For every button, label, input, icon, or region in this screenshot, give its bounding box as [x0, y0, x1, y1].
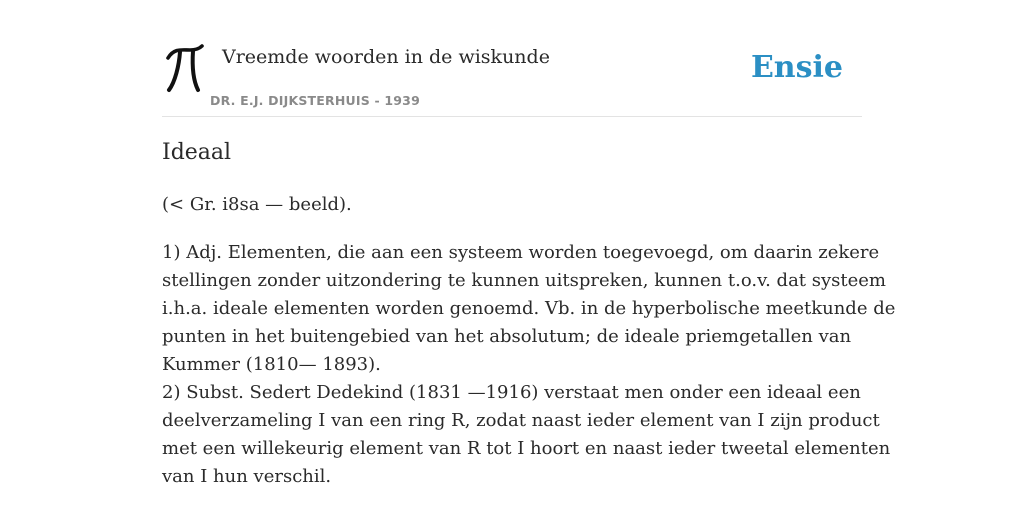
definition-line: 2) Subst. Sedert Dedekind (1831 —1916) verstaat men onder een ideaal een: [162, 382, 861, 403]
definition-line: i.h.a. ideale elementen worden genoemd. Vb. in de hyperbolische meetkunde de: [162, 298, 896, 319]
entry-definition: [162, 239, 896, 491]
entry-etymology: (< Gr. i8sa — beeld).: [162, 194, 352, 215]
entry-title: Ideaal: [162, 140, 232, 165]
definition-line: 1) Adj. Elementen, die aan een systeem worden toegevoegd, om daarin zekere: [162, 242, 880, 263]
pi-icon: [166, 44, 204, 96]
definition-line: deelverzameling I van een ring R, zodat naast ieder element van I zijn product: [162, 410, 880, 431]
definition-line: stellingen zonder uitzondering te kunnen uitspreken, kunnen t.o.v. dat systeem: [162, 270, 886, 291]
definition-line: Kummer (1810— 1893).: [162, 354, 381, 375]
book-author: DR. E.J. DIJKSTERHUIS - 1939: [210, 93, 420, 108]
book-title[interactable]: Vreemde woorden in de wiskunde: [222, 46, 550, 68]
header: [162, 0, 862, 117]
definition-line: van I hun verschil.: [162, 466, 332, 487]
page: [162, 0, 896, 512]
brand-logo-link[interactable]: Ensie: [750, 50, 843, 85]
definition-line: met een willekeurig element van R tot I hoort en naast ieder tweetal elementen: [162, 438, 891, 459]
definition-line: punten in het buitengebied van het absolutum; de ideale priemgetallen van: [162, 326, 852, 347]
